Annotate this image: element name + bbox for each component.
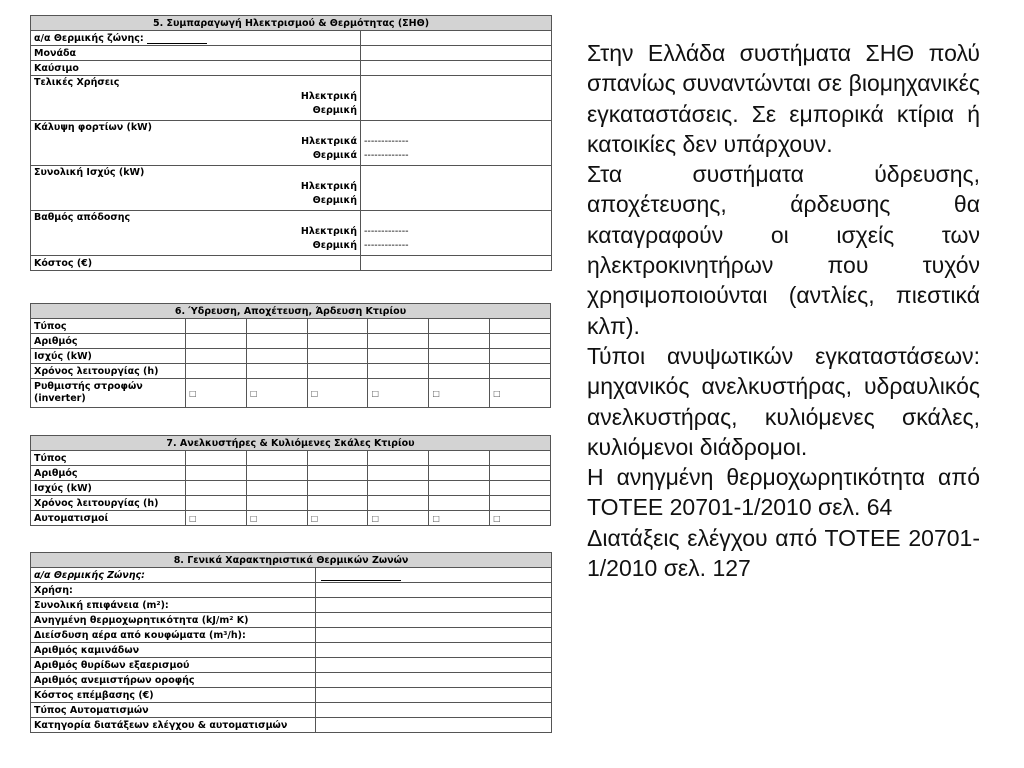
elevator-table <box>30 435 551 526</box>
efficiency-value-cell[interactable] <box>361 211 552 256</box>
water-number-label: Αριθμός <box>31 334 186 349</box>
water-table <box>30 303 551 408</box>
intervention-cost-cell[interactable] <box>316 688 552 703</box>
vents-label: Αριθμός θυρίδων εξαερισμού <box>31 658 316 673</box>
table-row <box>31 364 551 379</box>
table-row <box>31 334 551 349</box>
zone-number-cell[interactable] <box>361 31 552 46</box>
table-row <box>31 319 551 334</box>
efficiency-thermal-dashes: ------------- <box>364 240 409 251</box>
inverter-checkbox[interactable]: □ <box>429 379 490 408</box>
total-power-label: Συνολική Ισχύς (kW) Ηλεκτρική Θερμική <box>31 166 361 211</box>
chp-table-title: 5. Συμπαραγωγή Ηλεκτρισμού & Θερμότητας (ΣΗΘ) <box>31 16 552 31</box>
cost-value-cell[interactable] <box>361 256 552 271</box>
inverter-checkbox[interactable]: □ <box>307 379 368 408</box>
efficiency-label: Βαθμός απόδοσης Ηλεκτρική Θερμική <box>31 211 361 256</box>
table-row <box>31 451 551 466</box>
heat-capacity-note: Η ανηγμένη θερμοχωρητικότητα από ΤΟΤΕΕ 20701-1/2010 σελ. 64 <box>587 464 980 521</box>
elevator-hours-label: Χρόνος λειτουργίας (h) <box>31 496 186 511</box>
explanatory-text <box>587 38 980 583</box>
inverter-checkbox[interactable]: □ <box>490 379 551 408</box>
elevator-number-label: Αριθμός <box>31 466 186 481</box>
load-cover-thermal-dashes: ------------- <box>364 150 409 161</box>
automation-checkbox[interactable]: □ <box>246 511 307 526</box>
table-row <box>31 511 551 526</box>
cost-label: Κόστος (€) <box>31 256 361 271</box>
air-infiltration-label: Διείσδυση αέρα από κουφώματα (m³/h): <box>31 628 316 643</box>
load-cover-electric-label: Ηλεκτρικά <box>301 136 357 147</box>
elevator-note: Τύποι ανυψωτικών εγκαταστάσεων: μηχανικός ανελκυστήρας, υδραυλικός ανελκυστήρας, κυλιόμενες σκάλες, κυλιόμενοι διάδρομοι. <box>587 342 980 460</box>
total-power-electric-label: Ηλεκτρική <box>300 181 357 192</box>
table-row <box>31 496 551 511</box>
automation-type-label: Τύπος Αυτοματισμών <box>31 703 316 718</box>
table-row <box>31 481 551 496</box>
unit-label: Μονάδα <box>31 46 361 61</box>
table-row <box>31 379 551 408</box>
efficiency-electric-label: Ηλεκτρική <box>300 226 357 237</box>
automation-label: Αυτοματισμοί <box>31 511 186 526</box>
thermal-zones-table <box>30 552 552 733</box>
ceiling-fans-cell[interactable] <box>316 673 552 688</box>
efficiency-electric-dashes: ------------- <box>364 226 409 237</box>
control-category-label: Κατηγορία διατάξεων ελέγχου & αυτοματισμών <box>31 718 316 733</box>
control-category-cell[interactable] <box>316 718 552 733</box>
inverter-label: Ρυθμιστής στροφών (inverter) <box>31 379 186 408</box>
use-cell[interactable] <box>316 583 552 598</box>
fuel-value-cell[interactable] <box>361 61 552 76</box>
water-note: Στα συστήματα ύδρευσης, αποχέτευσης, άρδευσης θα καταγραφούν οι ισχείς των ηλεκτροκινητήρων που τυχόν χρησιμοποιούνται (αντλίες, πιεστικά κλπ). <box>587 161 980 339</box>
automation-checkbox[interactable]: □ <box>368 511 429 526</box>
load-cover-electric-dashes: ------------- <box>364 136 409 147</box>
zone-number-blank[interactable] <box>147 34 207 44</box>
total-power-value-cell[interactable] <box>361 166 552 211</box>
controls-note: Διατάξεις ελέγχου από ΤΟΤΕΕ 20701-1/2010 σελ. 127 <box>587 524 980 582</box>
zone-id-cell[interactable] <box>316 568 552 583</box>
heat-capacity-label: Ανηγμένη θερμοχωρητικότητα (kJ/m² K) <box>31 613 316 628</box>
water-hours-label: Χρόνος λειτουργίας (h) <box>31 364 186 379</box>
load-cover-value-cell[interactable] <box>361 121 552 166</box>
ceiling-fans-label: Αριθμός ανεμιστήρων οροφής <box>31 673 316 688</box>
final-uses-label: Τελικές Χρήσεις Ηλεκτρική Θερμική <box>31 76 361 121</box>
surface-cell[interactable] <box>316 598 552 613</box>
load-cover-label: Κάλυψη φορτίων (kW) Ηλεκτρικά Θερμικά <box>31 121 361 166</box>
water-type-label: Τύπος <box>31 319 186 334</box>
table-row <box>31 349 551 364</box>
water-table-title: 6. Ύδρευση, Αποχέτευση, Άρδευση Κτιρίου <box>31 304 551 319</box>
elevator-table-title: 7. Ανελκυστήρες & Κυλιόμενες Σκάλες Κτιρίου <box>31 436 551 451</box>
chp-table <box>30 15 552 271</box>
use-label: Χρήση: <box>31 583 316 598</box>
chimneys-cell[interactable] <box>316 643 552 658</box>
vents-cell[interactable] <box>316 658 552 673</box>
heat-capacity-cell[interactable] <box>316 613 552 628</box>
inverter-checkbox[interactable]: □ <box>246 379 307 408</box>
elevator-type-label: Τύπος <box>31 451 186 466</box>
final-uses-value-cell[interactable] <box>361 76 552 121</box>
air-infiltration-cell[interactable] <box>316 628 552 643</box>
unit-value-cell[interactable] <box>361 46 552 61</box>
automation-checkbox[interactable]: □ <box>429 511 490 526</box>
zone-number-label: α/α Θερμικής ζώνης: <box>31 31 361 46</box>
zone-id-label: α/α Θερμικής Ζώνης: <box>31 568 316 583</box>
thermal-zones-title: 8. Γενικά Χαρακτηριστικά Θερμικών Ζωνών <box>31 553 552 568</box>
automation-checkbox[interactable]: □ <box>490 511 551 526</box>
table-row <box>31 466 551 481</box>
inverter-checkbox[interactable]: □ <box>368 379 429 408</box>
water-power-label: Ισχύς (kW) <box>31 349 186 364</box>
efficiency-thermal-label: Θερμική <box>312 240 357 251</box>
chimneys-label: Αριθμός καμινάδων <box>31 643 316 658</box>
automation-type-cell[interactable] <box>316 703 552 718</box>
automation-checkbox[interactable]: □ <box>186 511 247 526</box>
fuel-label: Καύσιμο <box>31 61 361 76</box>
automation-checkbox[interactable]: □ <box>307 511 368 526</box>
final-uses-electric-label: Ηλεκτρική <box>300 91 357 102</box>
chp-note: Στην Ελλάδα συστήματα ΣΗΘ πολύ σπανίως συναντώνται σε βιομηχανικές εγκαταστάσεις. Σε εμπορικά κτίρια ή κατοικίες δεν υπάρχουν. <box>587 40 980 157</box>
surface-label: Συνολική επιφάνεια (m²): <box>31 598 316 613</box>
zone-id-field[interactable] <box>321 569 401 581</box>
final-uses-thermal-label: Θερμική <box>312 105 357 116</box>
intervention-cost-label: Κόστος επέμβασης (€) <box>31 688 316 703</box>
inverter-checkbox[interactable]: □ <box>186 379 247 408</box>
load-cover-thermal-label: Θερμικά <box>312 150 357 161</box>
elevator-power-label: Ισχύς (kW) <box>31 481 186 496</box>
total-power-thermal-label: Θερμική <box>312 195 357 206</box>
